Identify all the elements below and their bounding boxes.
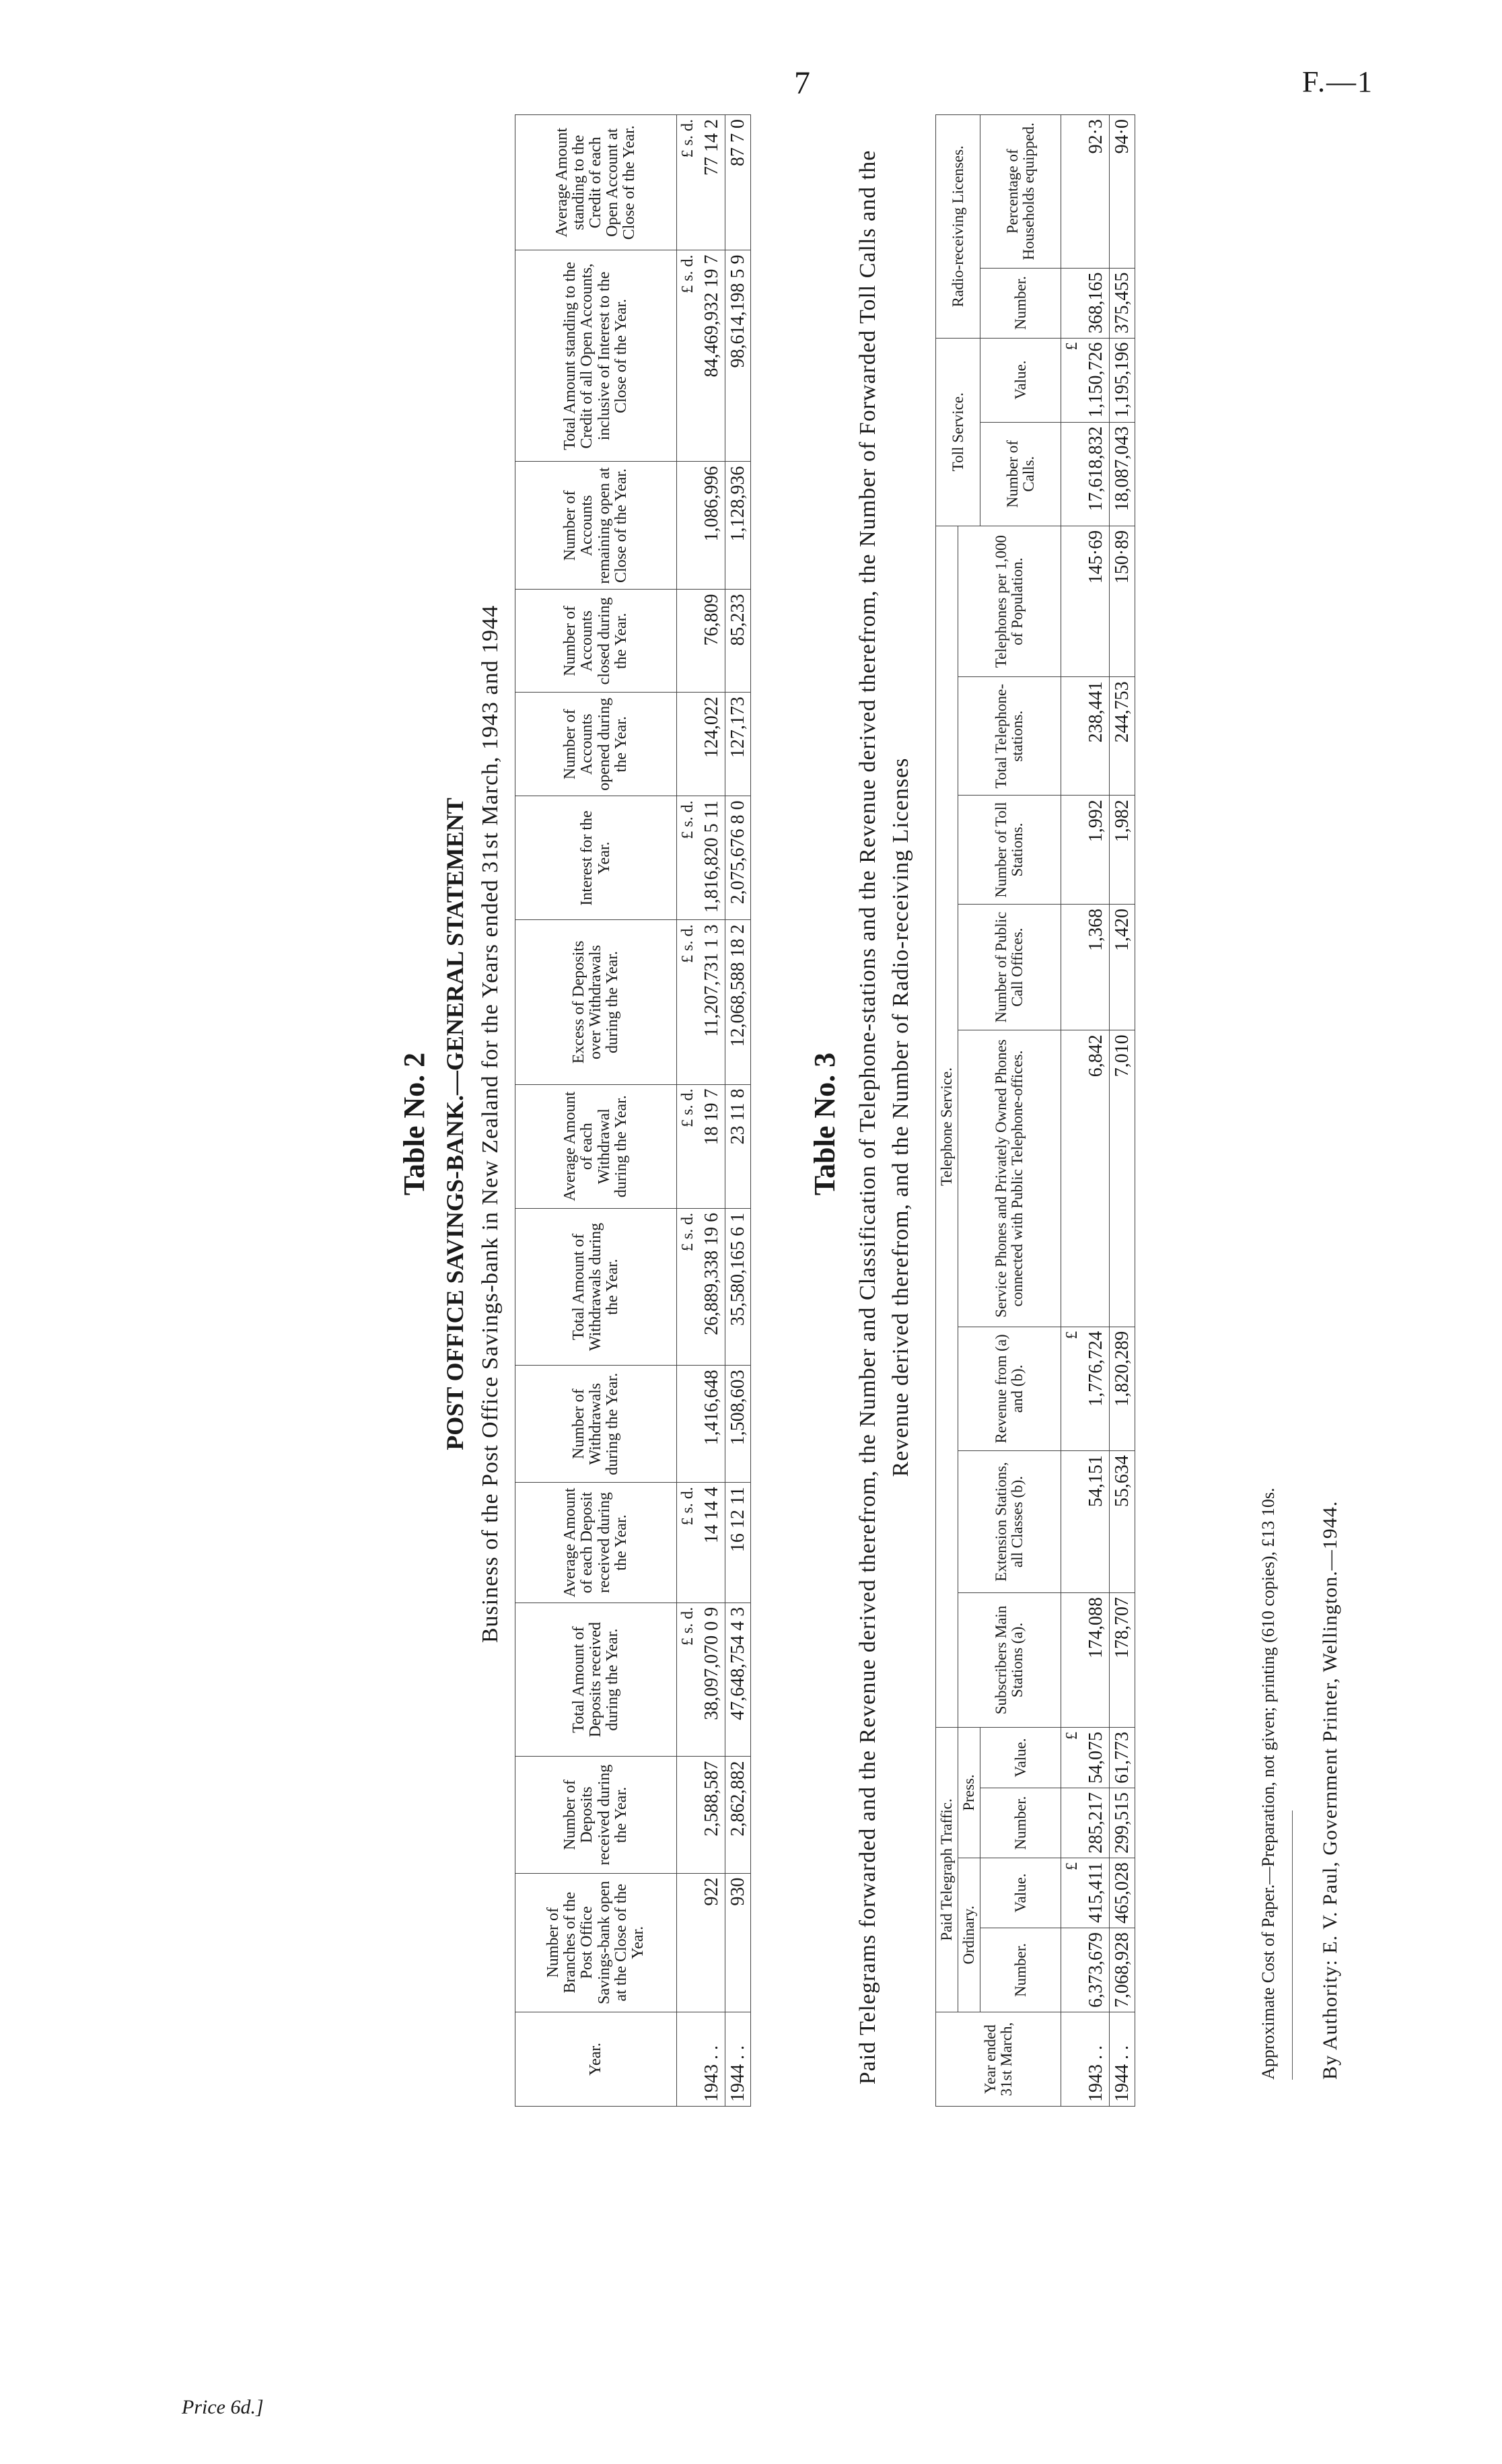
table3-col-radio-number: Number. [980,268,1061,338]
table2-cell: 922 [699,1873,725,2012]
table2-col-12: Number of Accounts remaining open at Close of the Year. [515,462,677,590]
table3-cell: 415,411 [1083,1858,1109,1928]
toll-group-header: Toll Service. [936,338,980,526]
price-label: Price 6d.] [182,2396,264,2418]
table3-cell: 17,618,832 [1083,422,1109,526]
table2-col-8: Excess of Deposits over Withdrawals during the Year. [515,920,677,1084]
table3-unit-cell [1061,2012,1084,2107]
table3-cell: 54,075 [1083,1728,1109,1788]
table3-col-radio-percentage: Percentage of Households equipped. [980,115,1061,269]
table2-cell: 76,809 [699,590,725,693]
table2-cell: 1,508,603 [725,1366,750,1483]
table3-unit-cell [1061,1451,1084,1593]
page-reference: F.—1 [1302,65,1373,98]
table3-cell: 244,753 [1109,677,1135,796]
table2-cell: 38,097,070 0 9 [699,1603,725,1757]
table3-col-year: Year ended 31st March, [936,2012,1061,2107]
table2-cell: 35,580,165 6 1 [725,1208,750,1365]
table3-cell: 150·89 [1109,526,1135,676]
table2-unit-cell [677,1757,700,1873]
table2-units-row [677,115,700,2107]
telegraph-group-header: Paid Telegraph Traffic. [936,1728,958,2012]
table3-unit-cell [1061,1788,1084,1858]
table-row [1109,115,1135,2107]
table2-heading: POST OFFICE SAVINGS-BANK.—GENERAL STATEMENT [441,798,468,1450]
table3-cell: 145·69 [1083,526,1109,676]
table3-unit-cell [1061,526,1084,676]
table3-unit-cell: £ [1061,338,1084,422]
footer-rule [1292,1810,1293,2080]
table2-number: Table No. 2 [398,1052,431,1196]
table2-col-9: Interest for the Year. [515,796,677,920]
table3-cell: 6,842 [1083,1030,1109,1327]
table3-cell: 7,068,928 [1109,1928,1135,2012]
table3-cell: 178,707 [1109,1592,1135,1727]
table3-cell: 18,087,043 [1109,422,1135,526]
table3-cell: 174,088 [1083,1592,1109,1727]
table-row [699,115,725,2107]
table3-col-ordinary-number: Number. [980,1928,1061,2012]
table3-col-press-number: Number. [980,1788,1061,1858]
table3-cell: 1,820,289 [1109,1327,1135,1450]
table3-col-call-offices: Number of Public Call Offices. [958,905,1061,1030]
table3-col-toll-calls: Number of Calls. [980,422,1061,526]
table2-header-row [515,115,677,2107]
table3-col-total-stations: Total Telephone-stations. [958,677,1061,796]
table3-cell: 61,773 [1109,1728,1135,1788]
table2-cell: 85,233 [725,590,750,693]
table2-cell: 11,207,731 1 3 [699,920,725,1084]
table3-unit-cell [1061,905,1084,1030]
authority-line: By Authority: E. V. Paul, Government Printer, Wellington.—1944. [1319,1500,1341,2080]
table3-unit-cell [1061,1592,1084,1727]
table3-cell: 375,455 [1109,268,1135,338]
press-group-header: Press. [958,1728,980,1858]
table2-col-13: Total Amount standing to the Credit of all Open Accounts, inclusive of Interest to the Close of the Year. [515,250,677,462]
table3-cell: 55,634 [1109,1451,1135,1593]
table3-cell: 1,776,724 [1083,1327,1109,1450]
table2-col-4: Average Amount of each Deposit received during the Year. [515,1483,677,1603]
table3-col-extension: Extension Stations, all Classes (b). [958,1451,1061,1593]
table3-col-per-1000: Telephones per 1,000 of Population. [958,526,1061,676]
table3-unit-cell [1061,796,1084,905]
table2-cell: 26,889,338 19 6 [699,1208,725,1365]
table3-col-service-phones: Service Phones and Privately Owned Phones connected with Public Telephone-offices. [958,1030,1061,1327]
table2-body [677,115,751,2107]
table3-caption: Paid Telegrams forwarded and the Revenue derived therefrom, the Number and Classification of Telephone-stations and the Revenue derived therefrom, the Number of Forwarded Toll Calls and the Revenue derived therefrom, and the Number of Radio-receiving Licenses [855,149,914,2085]
cost-note: Approximate Cost of Paper.—Preparation, not given; printing (610 copies), £13 10s. [1258,1487,1278,2080]
table3-cell: 92·3 [1083,115,1109,269]
table3-unit-cell: £ [1061,1858,1084,1928]
table-row [725,115,750,2107]
table2-unit-cell: £ s. d. [677,1603,700,1757]
table2-cell: 84,469,932 19 7 [699,250,725,462]
table3-body [1061,115,1135,2107]
table2-unit-cell: £ s. d. [677,1084,700,1208]
table2-cell: 87 7 0 [725,115,750,250]
table3-cell: 54,151 [1083,1451,1109,1593]
table2-cell: 2,075,676 8 0 [725,796,750,920]
table3-unit-cell [1061,115,1084,269]
table2-unit-cell [677,590,700,693]
table3-unit-cell: £ [1061,1327,1084,1450]
table2-cell: 930 [725,1873,750,2012]
table3-col-ordinary-value: Value. [980,1858,1061,1928]
table2-cell: 124,022 [699,693,725,796]
table2-col-7: Average Amount of each Withdrawal during the Year. [515,1084,677,1208]
table3-cell: 238,441 [1083,677,1109,796]
table3-cell: 94·0 [1109,115,1135,269]
table2-cell: 2,588,587 [699,1757,725,1873]
table3-col-press-value: Value. [980,1728,1061,1788]
table2-col-3: Total Amount of Deposits received during the Year. [515,1603,677,1757]
table3-unit-cell [1061,268,1084,338]
table2-cell: 47,648,754 4 3 [725,1603,750,1757]
table2-cell: 18 19 7 [699,1084,725,1208]
table2-cell: 1,816,820 5 11 [699,796,725,920]
table2-col-10: Number of Accounts opened during the Year. [515,693,677,796]
table3-unit-cell [1061,1030,1084,1327]
table2-cell: 98,614,198 5 9 [725,250,750,462]
table2-col-14: Average Amount standing to the Credit of each Open Account at Close of the Year. [515,115,677,250]
table3-unit-cell [1061,677,1084,796]
table3-col-subscribers: Subscribers Main Stations (a). [958,1592,1061,1727]
table3-cell: 1944 . . [1109,2012,1135,2107]
table3-cell: 465,028 [1109,1858,1135,1928]
table2-unit-cell: £ s. d. [677,250,700,462]
table2-cell: 1,086,996 [699,462,725,590]
table2-cell: 1,416,648 [699,1366,725,1483]
table2-unit-cell: £ s. d. [677,1208,700,1365]
table3-cell: 1,982 [1109,796,1135,905]
table3-group-row-1 [936,115,958,2107]
table3-cell: 1,150,726 [1083,338,1109,422]
table3-cell: 1943 . . [1083,2012,1109,2107]
table3-unit-cell [1061,422,1084,526]
table2-col-0: Year. [515,2012,677,2107]
table3-cell: 7,010 [1109,1030,1135,1327]
table3-cell: 6,373,679 [1083,1928,1109,2012]
telephone-group-header: Telephone Service. [936,526,958,1727]
table2-cell: 1,128,936 [725,462,750,590]
table3-cell: 1,992 [1083,796,1109,905]
table2-cell: 14 14 4 [699,1483,725,1603]
table2-cell: 127,173 [725,693,750,796]
table3-col-toll-value: Value. [980,338,1061,422]
table3-unit-cell [1061,1928,1084,2012]
table2-unit-cell: £ s. d. [677,1483,700,1603]
table3-cell: 1,195,196 [1109,338,1135,422]
table2-cell: 2,862,882 [725,1757,750,1873]
rotated-content [377,0,1386,2134]
radio-group-header: Radio-receiving Licenses. [936,115,980,339]
table3-cell: 1,420 [1109,905,1135,1030]
table2-col-1: Number of Branches of the Post Office Savings-bank open at the Close of the Year. [515,1873,677,2012]
table2-unit-cell: £ s. d. [677,796,700,920]
table2-unit-cell [677,1366,700,1483]
table2-unit-cell [677,1873,700,2012]
table2-cell: 77 14 2 [699,115,725,250]
table3-units-row [1061,115,1084,2107]
table-row [1083,115,1109,2107]
page-number: 7 [794,65,810,101]
table2-unit-cell: £ s. d. [677,920,700,1084]
table2-cell: 23 11 8 [725,1084,750,1208]
table2-unit-cell: £ s. d. [677,115,700,250]
table2-col-5: Number of Withdrawals during the Year. [515,1366,677,1483]
table2-unit-cell [677,462,700,590]
telegraph-telephone-table [935,114,1135,2107]
table2-unit-cell [677,2012,700,2107]
table2-col-11: Number of Accounts closed during the Year. [515,590,677,693]
table3-cell: 285,217 [1083,1788,1109,1858]
table3-col-toll-stations: Number of Toll Stations. [958,796,1061,905]
table2-cell: 16 12 11 [725,1483,750,1603]
table2-cell: 12,068,588 18 2 [725,920,750,1084]
table2-unit-cell [677,693,700,796]
table3-col-revenue: Revenue from (a) and (b). [958,1327,1061,1450]
table3-cell: 368,165 [1083,268,1109,338]
savings-bank-table [515,114,751,2107]
ordinary-group-header: Ordinary. [958,1858,980,2012]
table3-cell: 1,368 [1083,905,1109,1030]
table3-unit-cell: £ [1061,1728,1084,1788]
table2-subheading: Business of the Post Office Savings-bank in New Zealand for the Years ended 31st March, 1943 and 1944 [478,604,503,1644]
table3-number: Table No. 3 [808,1052,841,1196]
table2-cell: 1943 . . [699,2012,725,2107]
table2-col-2: Number of Deposits received during the Year. [515,1757,677,1873]
table3-cell: 299,515 [1109,1788,1135,1858]
table2-cell: 1944 . . [725,2012,750,2107]
table2-col-6: Total Amount of Withdrawals during the Year. [515,1208,677,1365]
